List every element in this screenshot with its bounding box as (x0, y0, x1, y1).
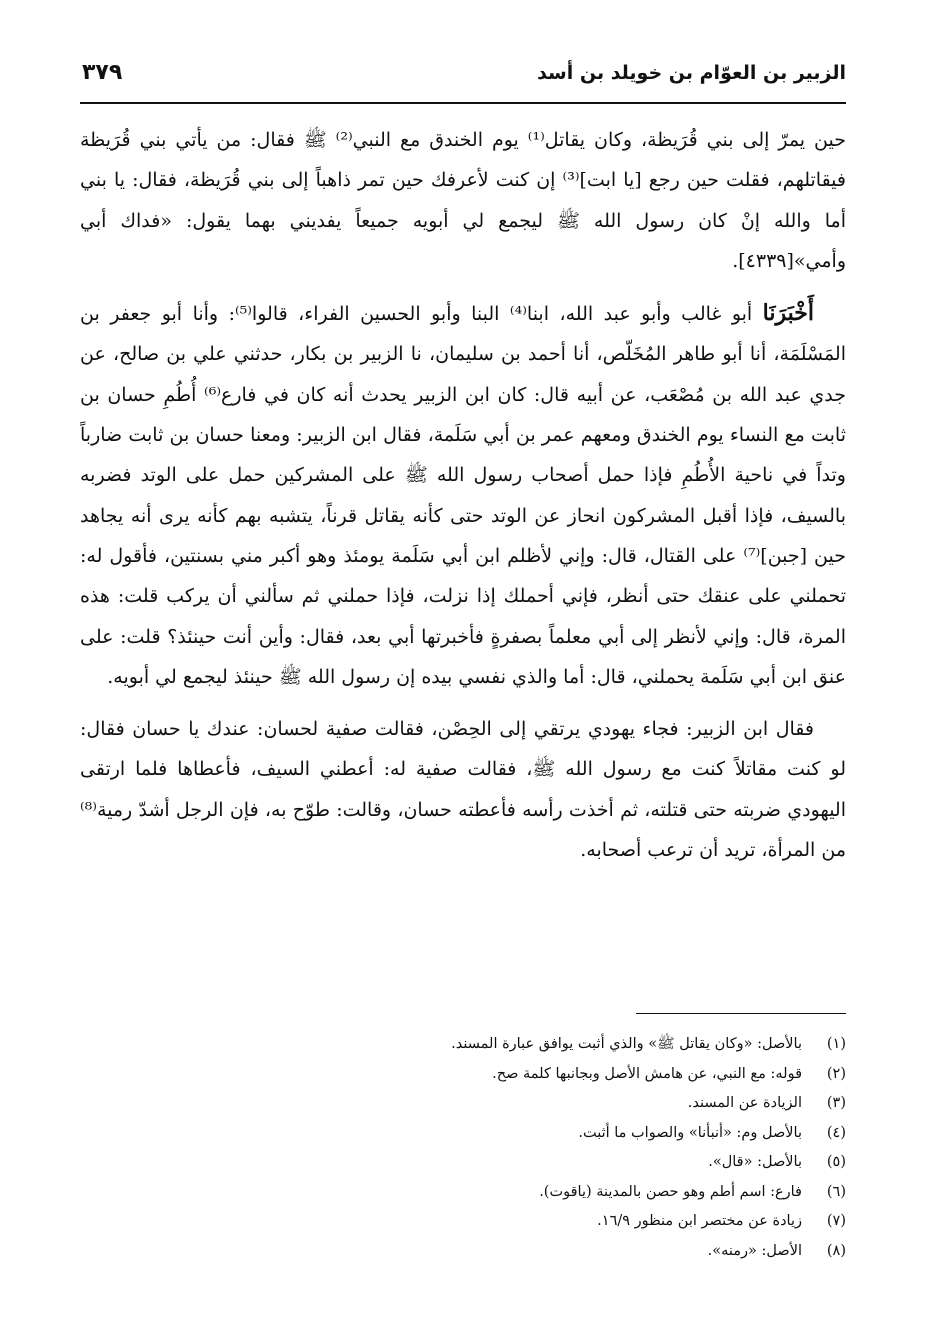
footnote-text: الزيادة عن المسند. (687, 1095, 802, 1111)
akhbarana-lead-word: أَخْبَرَنَا (762, 300, 814, 327)
footnote-text: قوله: مع النبي، عن هامش الأصل وبجانبها كلمة صح. (492, 1065, 802, 1082)
footnote-text: زيادة عن مختصر ابن منظور ١٦/٩. (597, 1213, 802, 1229)
footnote-number: (٣) (826, 1095, 846, 1111)
page-number: ٣٧٩ (82, 60, 123, 85)
footnote-text: فارع: اسم أطم وهو حصن بالمدينة (ياقوت). (539, 1183, 802, 1200)
footnotes (80, 1030, 846, 1266)
footnote-item (80, 1060, 846, 1090)
paragraph-1: حين يمرّ إلى بني قُرَيظة، وكان يقاتل⁽¹⁾ يوم الخندق مع النبي⁽²⁾ ﷺ فقال: من يأتي بني قُرَيظة فيقاتلهم، فقلت حين رجع [يا ابت]⁽³⁾ إن كنت لأعرفك حين تمر ذاهباً إلى بني قُرَيظة، فقال: يا بني أما والله إنْ كان رسول الله ﷺ ليجمع لي أبويه جميعاً يفديني بهما يقول: «فداك أبي وأمي»[٤٣٣٩]. (80, 129, 846, 272)
footnote-number: (٤) (826, 1124, 846, 1141)
footnote-number: (١) (826, 1036, 846, 1052)
footnote-number: (٥) (826, 1154, 846, 1170)
footnote-item (80, 1237, 846, 1267)
footnote-separator (636, 1013, 846, 1014)
footnote-text: بالأصل: «قال». (708, 1154, 802, 1170)
footnote-item (80, 1207, 846, 1237)
footnote-number: (٧) (826, 1213, 846, 1229)
footnote-text: بالأصل: «وكان يقاتل ﷺ» والذي أثبت يوافق عبارة المسند. (451, 1036, 802, 1052)
footnote-number: (٨) (826, 1242, 846, 1259)
paragraph-2 (80, 293, 846, 697)
main-text (80, 120, 846, 882)
paragraph-2-text: أبو غالب وأبو عبد الله، ابنا⁽⁴⁾ البنا وأبو الحسين الفراء، قالوا⁽⁵⁾: وأنا أبو جعفر بن المَسْلَمَة، أنا أبو طاهر المُخَلّص، أنا أحمد بن سليمان، نا الزبير بن بكار، حدثني علي بن صالح، عن جدي عبد الله بن مُصْعَب، عن أبيه قال: كان ابن الزبير يحدث أنه كان في فارع⁽⁶⁾ أُطُمِ حسان بن ثابت مع النساء يوم الخندق ومعهم عمر بن أبي سَلَمة، فقال ابن الزبير: ومعنا حسان بن ثابت ضارباً وتداً في ناحية الأُطُمِ فإذا حمل أصحاب رسول الله ﷺ على المشركين حمل على الوتد فضربه بالسيف، فإذا أقبل المشركون انحاز عن الوتد حتى كأنه يقاتل قرناً، يتشبه بهم كأنه يرى أنه يجاهد حين [جبن]⁽⁷⁾ على القتال، قال: وإني لأظلم ابن أبي سَلَمة يومئذ وهو أكبر مني بسنتين، فأقول له: تحملني على عنقك حتى أنظر، فإني أحملك إذا نزلت، فإذا حملني ثم سألني أن يركب قلت: هذه المرة، قال: وإني لأنظر إلى أبي معلماً بصفرةٍ فأخبرتها أبي بعد، فقال: وأين أنت حينئذ؟ قلت: على عنق ابن أبي سَلَمة يحملني، قال: أما والذي نفسي بيده إن رسول الله ﷺ حينئذ ليجمع لي أبويه. (80, 303, 846, 688)
footnote-item (80, 1089, 846, 1119)
footnote-text: الأصل: «رمنه». (707, 1242, 802, 1259)
paragraph-3: فقال ابن الزبير: فجاء يهودي يرتقي إلى الحِصْن، فقالت صفية لحسان: عندك يا حسان فقال: لو كنت مقاتلاً كنت مع رسول الله ﷺ، فقالت صفية له: أعطني السيف، فأعطاها فلما ارتقى اليهودي ضربته حتى قتلته، ثم أخذت رأسه فأعطته حسان، وقالت: طوّح به، فإن الرجل أشدّ رمية⁽⁸⁾ من المرأة، تريد أن ترعب أصحابه. (80, 718, 846, 862)
footnote-number: (٢) (826, 1065, 846, 1082)
footnote-item (80, 1148, 846, 1178)
page-header (80, 58, 846, 104)
footnote-item (80, 1178, 846, 1208)
footnote-text: بالأصل وم: «أنبأنا» والصواب ما أثبت. (578, 1124, 802, 1141)
footnote-item (80, 1119, 846, 1149)
footnote-item (80, 1030, 846, 1060)
footnote-number: (٦) (826, 1183, 846, 1200)
running-title: الزبير بن العوّام بن خويلد بن أسد (537, 62, 846, 84)
